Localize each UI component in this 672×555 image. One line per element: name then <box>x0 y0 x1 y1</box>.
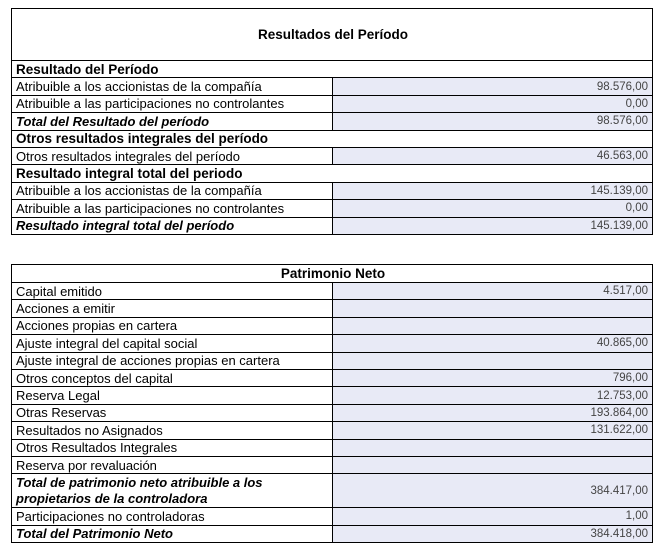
table-row <box>12 317 653 334</box>
table-row <box>12 61 653 78</box>
row-label: Resultado integral total del período <box>12 217 333 234</box>
table-row <box>12 283 653 300</box>
table-row <box>12 300 653 317</box>
table-row <box>12 78 653 95</box>
table-row <box>12 525 653 542</box>
row-value <box>332 352 653 369</box>
results-title-row <box>12 9 653 61</box>
table-row <box>12 422 653 439</box>
row-value: 1,00 <box>332 508 653 525</box>
table-row <box>12 165 653 182</box>
row-label: Total del Resultado del período <box>12 113 333 130</box>
table-row <box>12 404 653 421</box>
row-value: 193.864,00 <box>332 404 653 421</box>
row-label: Atribuible a los accionistas de la compañía <box>12 182 333 199</box>
row-label: Acciones a emitir <box>12 300 333 317</box>
table-row <box>12 508 653 525</box>
equity-title-row <box>12 265 653 283</box>
table-row <box>12 200 653 217</box>
row-label: Otros Resultados Integrales <box>12 439 333 456</box>
row-value: 0,00 <box>332 200 653 217</box>
row-label: Resultado del Período <box>12 61 653 78</box>
equity-title: Patrimonio Neto <box>12 265 653 283</box>
row-value <box>332 456 653 473</box>
row-value: 796,00 <box>332 369 653 386</box>
row-label: Capital emitido <box>12 283 333 300</box>
row-value: 145.139,00 <box>332 182 653 199</box>
row-label: Otras Reservas <box>12 404 333 421</box>
row-value: 384.418,00 <box>332 525 653 542</box>
table-row <box>12 147 653 164</box>
row-label: Reserva por revaluación <box>12 456 333 473</box>
results-title: Resultados del Período <box>12 9 653 61</box>
row-label: Total de patrimonio neto atribuible a los propietarios de la controladora <box>12 474 333 508</box>
table-row <box>12 217 653 234</box>
table-row <box>12 95 653 112</box>
row-value: 4.517,00 <box>332 283 653 300</box>
row-value <box>332 300 653 317</box>
table-row <box>12 474 653 508</box>
table-row <box>12 130 653 147</box>
equity-table <box>11 264 653 543</box>
table-row <box>12 113 653 130</box>
row-value: 145.139,00 <box>332 217 653 234</box>
row-value: 98.576,00 <box>332 113 653 130</box>
row-value: 40.865,00 <box>332 335 653 352</box>
table-row <box>12 182 653 199</box>
row-label: Otros resultados integrales del período <box>12 147 333 164</box>
row-label: Resultado integral total del periodo <box>12 165 653 182</box>
table-row <box>12 456 653 473</box>
row-label: Participaciones no controladoras <box>12 508 333 525</box>
row-value: 12.753,00 <box>332 387 653 404</box>
row-value <box>332 439 653 456</box>
row-value <box>332 317 653 334</box>
row-label: Otros resultados integrales del período <box>12 130 653 147</box>
row-value: 98.576,00 <box>332 78 653 95</box>
row-label: Atribuible a los accionistas de la compañía <box>12 78 333 95</box>
row-label: Resultados no Asignados <box>12 422 333 439</box>
table-row <box>12 369 653 386</box>
row-label: Ajuste integral de acciones propias en cartera <box>12 352 333 369</box>
row-label: Acciones propias en cartera <box>12 317 333 334</box>
row-label: Atribuible a las participaciones no controlantes <box>12 200 333 217</box>
row-value: 0,00 <box>332 95 653 112</box>
equity-table-body <box>12 265 653 543</box>
table-row <box>12 439 653 456</box>
table-row <box>12 335 653 352</box>
row-label: Ajuste integral del capital social <box>12 335 333 352</box>
row-label: Total del Patrimonio Neto <box>12 525 333 542</box>
table-row <box>12 352 653 369</box>
row-value: 131.622,00 <box>332 422 653 439</box>
results-table <box>11 8 653 235</box>
row-value: 46.563,00 <box>332 147 653 164</box>
table-row <box>12 387 653 404</box>
row-label: Reserva Legal <box>12 387 333 404</box>
row-value: 384.417,00 <box>332 474 653 508</box>
results-table-body <box>12 9 653 235</box>
row-label: Otros conceptos del capital <box>12 369 333 386</box>
row-label: Atribuible a las participaciones no controlantes <box>12 95 333 112</box>
